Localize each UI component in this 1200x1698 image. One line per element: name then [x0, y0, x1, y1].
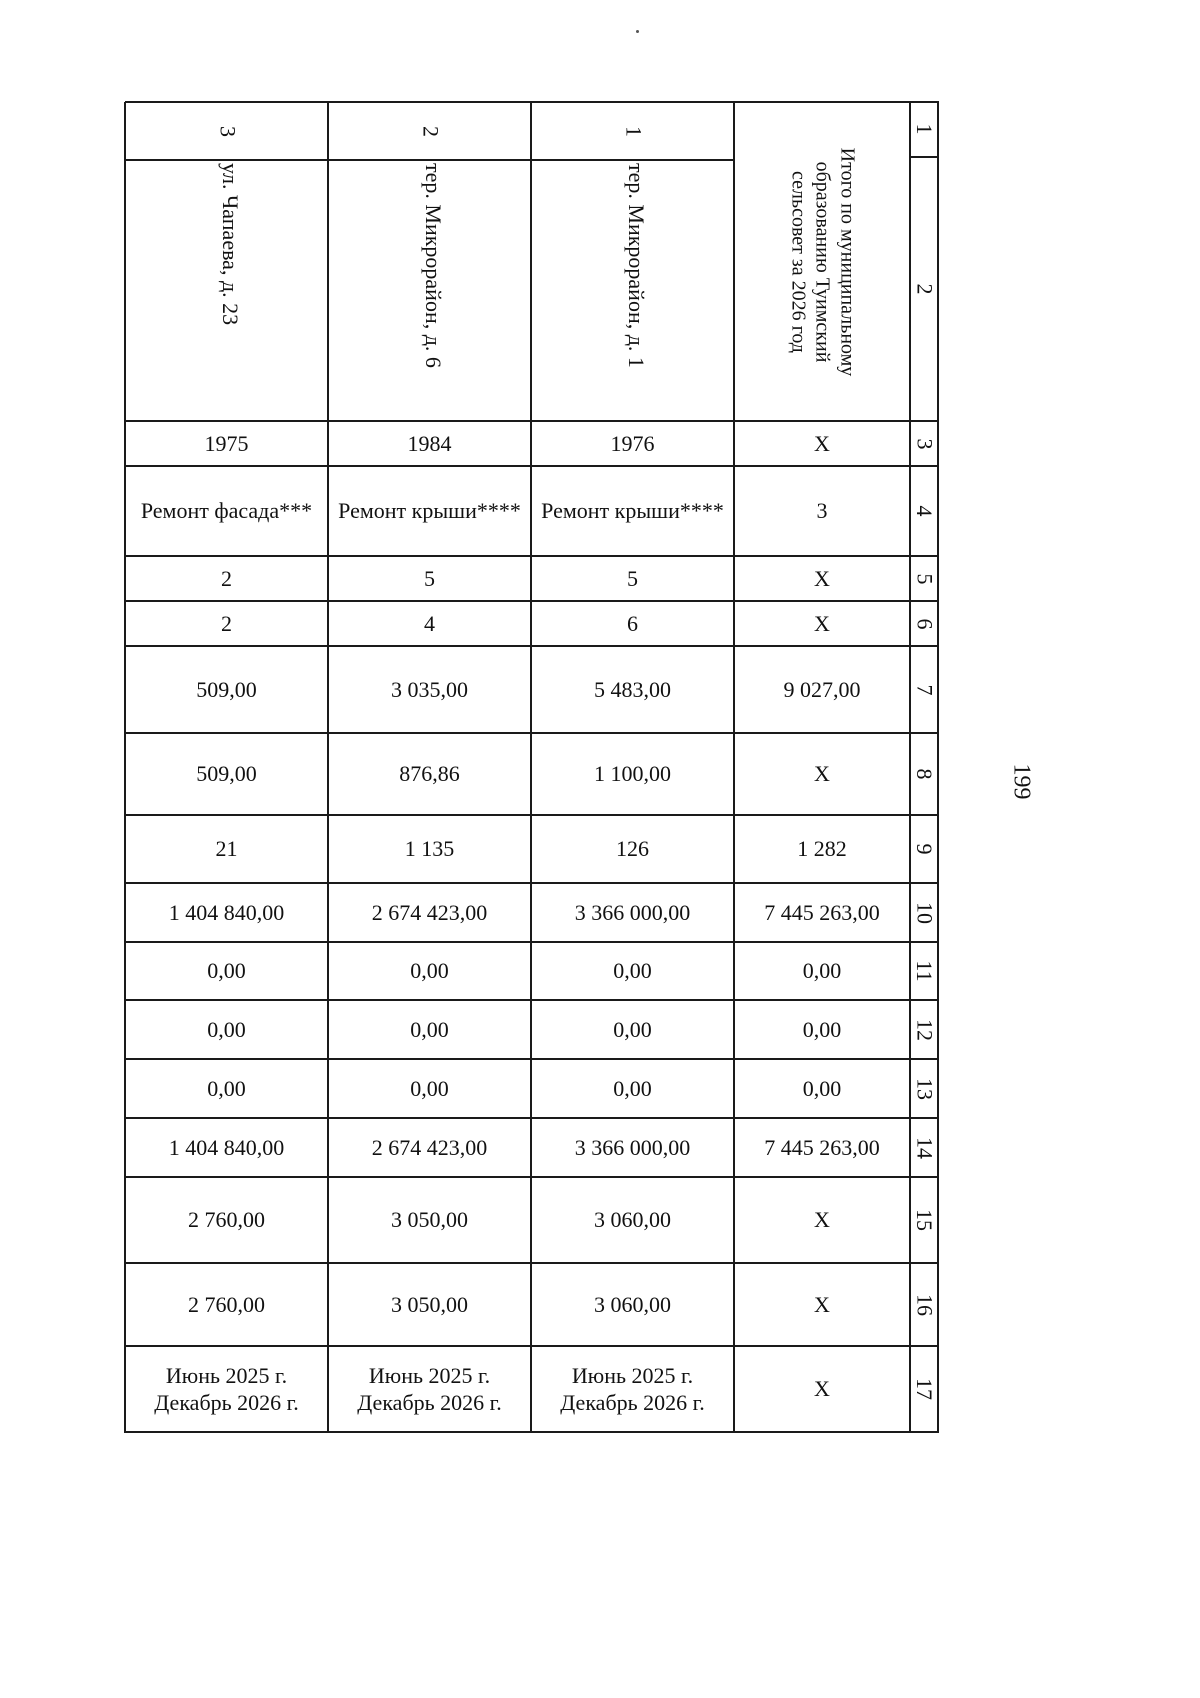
total-c16: X [814, 1291, 830, 1317]
cell-c5: 2 [221, 565, 232, 591]
column-number-14: 14 [912, 1136, 938, 1159]
cell-c15: 3 050,00 [391, 1207, 468, 1233]
total-c14: 7 445 263,00 [764, 1134, 880, 1160]
cell-c17: Июнь 2025 г. Декабрь 2026 г. [357, 1362, 502, 1415]
cell-c14: 3 366 000,00 [574, 1134, 691, 1160]
cell-c15: 2 760,00 [188, 1207, 265, 1233]
column-number-16: 16 [912, 1293, 938, 1316]
total-c17: X [814, 1376, 830, 1402]
cell-c6: 2 [221, 610, 232, 636]
column-number-2: 2 [912, 283, 938, 294]
total-c10: 7 445 263,00 [764, 899, 880, 925]
row-number: 1 [620, 125, 646, 137]
cell-c10: 1 404 840,00 [168, 899, 285, 925]
cell-c8: 509,00 [196, 761, 257, 787]
column-number-3: 3 [912, 438, 938, 449]
cell-c11: 0,00 [613, 958, 652, 984]
total-c13: 0,00 [802, 1075, 842, 1101]
page-number: 199 [1008, 763, 1035, 800]
column-number-8: 8 [912, 768, 938, 780]
cell-c13: 0,00 [207, 1075, 246, 1101]
column-number-15: 15 [912, 1209, 938, 1231]
cell-c8: 1 100,00 [594, 761, 671, 787]
cell-c11: 0,00 [207, 958, 246, 984]
column-number-11: 11 [912, 960, 938, 982]
total-c11: 0,00 [802, 958, 842, 984]
column-number-1: 1 [912, 123, 938, 135]
cell-c12: 0,00 [613, 1016, 652, 1042]
total-c12: 0,00 [802, 1016, 842, 1042]
cell-c4: Ремонт крыши**** [541, 498, 724, 524]
cell-c12: 0,00 [207, 1016, 246, 1042]
cell-c11: 0,00 [410, 958, 449, 984]
total-c5: X [814, 565, 830, 591]
row-number: 3 [214, 125, 240, 137]
total-label: Итого по муниципальному образованию Туимский сельсовет за 2026 год [786, 147, 858, 376]
cell-c7: 3 035,00 [391, 676, 468, 702]
cell-c5: 5 [424, 565, 435, 591]
cell-c16: 2 760,00 [188, 1291, 265, 1317]
cell-c6: 6 [627, 610, 638, 636]
column-number-17: 17 [912, 1378, 938, 1400]
cell-c16: 3 050,00 [391, 1291, 468, 1317]
column-number-6: 6 [912, 618, 938, 629]
cell-c14: 1 404 840,00 [168, 1134, 285, 1160]
cell-c4: Ремонт фасада*** [140, 498, 313, 524]
total-c15: X [814, 1207, 830, 1233]
cell-c4: Ремонт крыши**** [338, 498, 521, 524]
address-cell: тер. Микрорайон, д. 6 [420, 163, 446, 368]
cell-c15: 3 060,00 [594, 1207, 671, 1233]
column-number-13: 13 [912, 1077, 938, 1100]
total-c3: X [814, 430, 830, 456]
total-c9: 1 282 [797, 836, 847, 862]
column-number-10: 10 [912, 901, 938, 924]
cell-c17: Июнь 2025 г. Декабрь 2026 г. [560, 1362, 705, 1415]
cell-c6: 4 [424, 610, 435, 636]
cell-c9: 126 [616, 836, 649, 862]
column-number-9: 9 [912, 843, 938, 855]
cell-c5: 5 [627, 565, 638, 591]
cell-c3: 1976 [610, 430, 655, 456]
column-number-4: 4 [912, 505, 938, 517]
cell-c14: 2 674 423,00 [371, 1134, 488, 1160]
column-number-12: 12 [912, 1018, 938, 1041]
total-c6: X [814, 610, 830, 636]
scan-speck [636, 30, 639, 33]
address-cell: тер. Микрорайон, д. 1 [623, 163, 649, 368]
cell-c13: 0,00 [410, 1075, 449, 1101]
total-c7: 9 027,00 [783, 676, 861, 702]
cell-c10: 3 366 000,00 [574, 899, 691, 925]
cell-c10: 2 674 423,00 [371, 899, 488, 925]
address-cell: ул. Чапаева, д. 23 [217, 163, 243, 326]
cell-c3: 1975 [204, 430, 249, 456]
column-number-7: 7 [912, 684, 938, 695]
cell-c16: 3 060,00 [594, 1291, 671, 1317]
column-number-5: 5 [912, 573, 938, 584]
row-number: 2 [417, 125, 443, 137]
total-c8: X [814, 761, 830, 787]
cell-c9: 21 [215, 836, 238, 862]
cell-c7: 509,00 [196, 676, 257, 702]
total-c4: 3 [816, 498, 828, 524]
cell-c8: 876,86 [399, 761, 460, 787]
cell-c17: Июнь 2025 г. Декабрь 2026 г. [154, 1362, 299, 1415]
cell-c3: 1984 [407, 430, 452, 456]
cell-c12: 0,00 [410, 1016, 449, 1042]
cell-c9: 1 135 [404, 836, 455, 862]
cell-c13: 0,00 [613, 1075, 652, 1101]
cell-c7: 5 483,00 [594, 676, 671, 702]
